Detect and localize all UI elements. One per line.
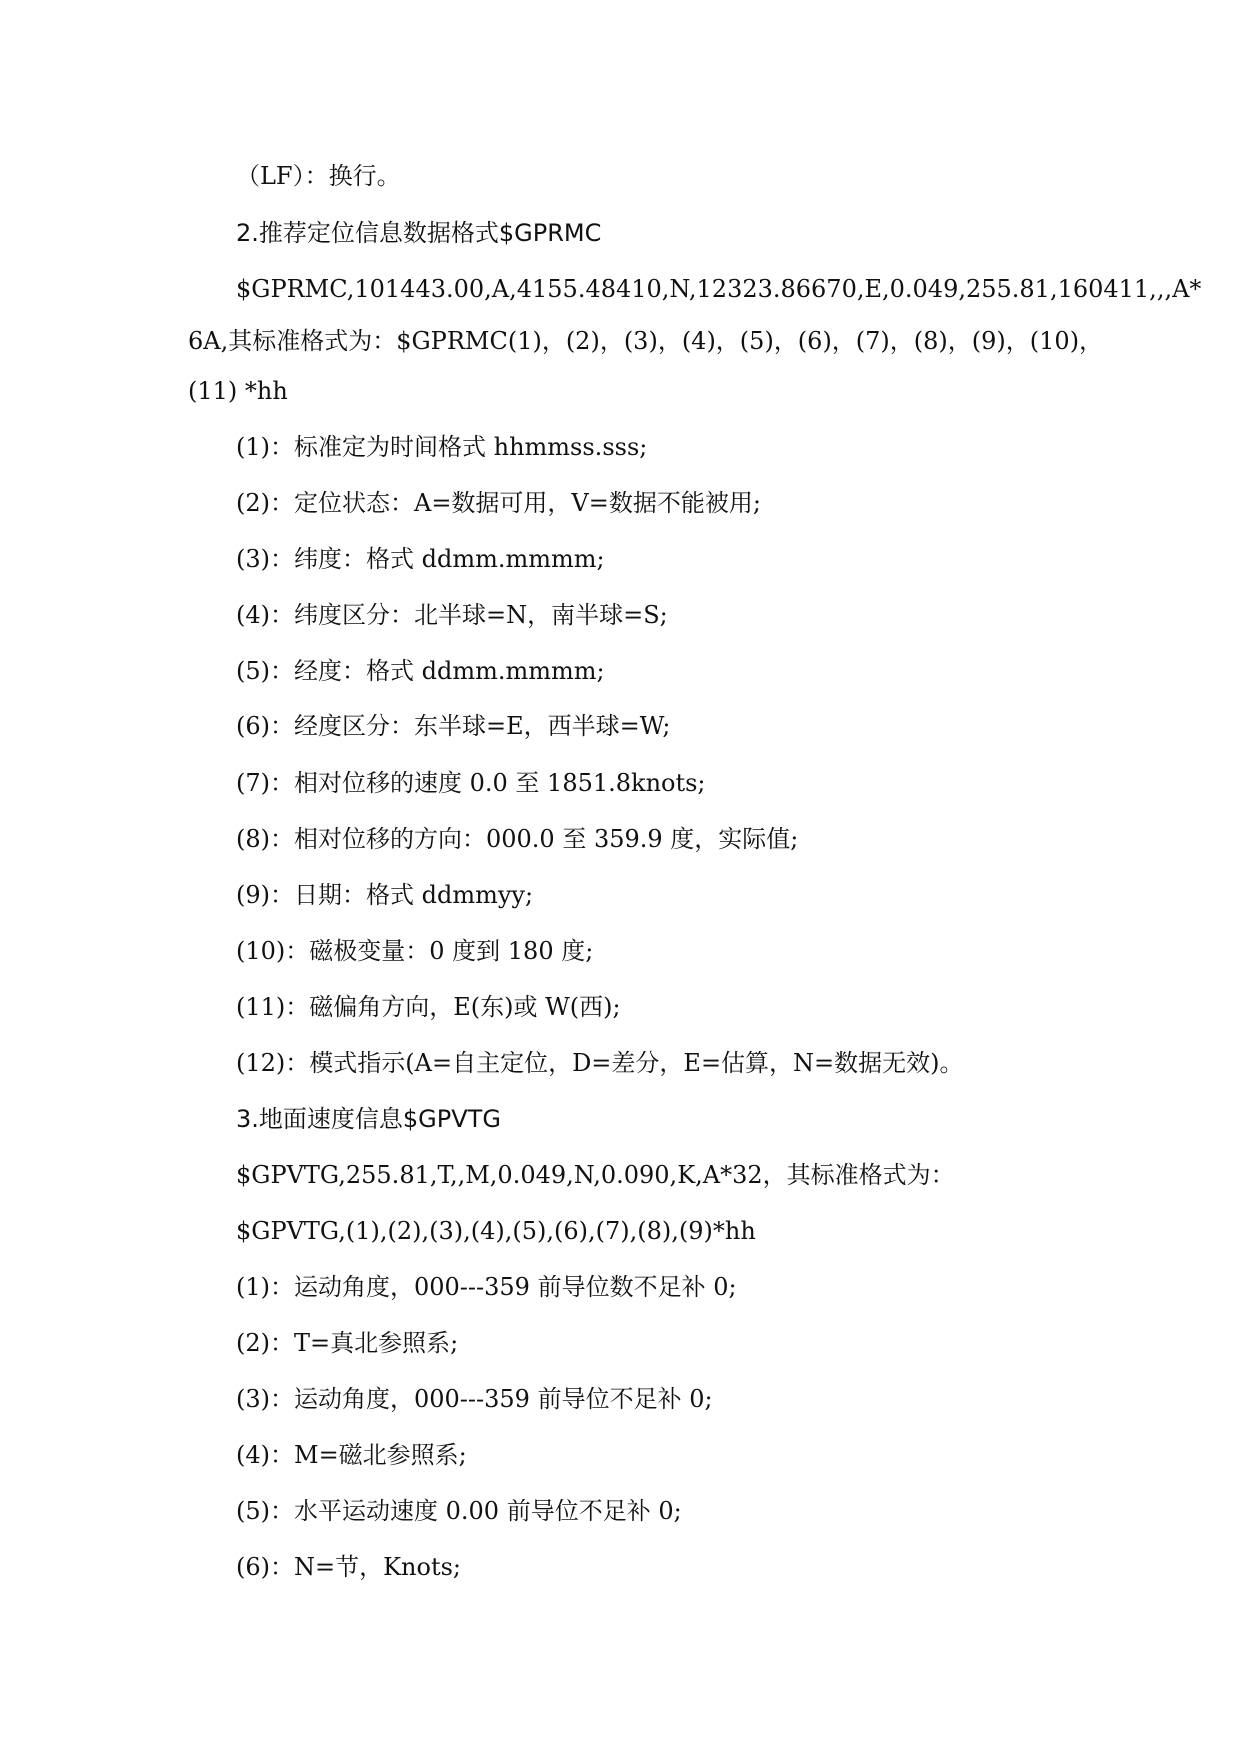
list-item: (5)：水平运动速度 0.00 前导位不足补 0; xyxy=(236,1497,682,1525)
text-line: （LF）：换行。 xyxy=(236,162,401,190)
list-item: (12)：模式指示(A=自主定位，D=差分，E=估算，N=数据无效)。 xyxy=(236,1049,964,1077)
text-line: $GPVTG,255.81,T,,M,0.049,N,0.090,K,A*32，其标准格式为： xyxy=(236,1161,955,1189)
list-item: (2)：定位状态：A=数据可用，V=数据不能被用; xyxy=(236,489,761,517)
text-line: $GPRMC,101443.00,A,4155.48410,N,12323.86670,E,0.049,255.81,160411,,,A* xyxy=(236,275,1202,303)
list-item: (9)：日期：格式 ddmmyy; xyxy=(236,881,534,909)
list-item: (6)：N=节，Knots; xyxy=(236,1553,461,1581)
section-heading: 3.地面速度信息$GPVTG xyxy=(236,1105,501,1133)
list-item: (8)：相对位移的方向：000.0 至 359.9 度，实际值; xyxy=(236,825,799,853)
list-item: (7)：相对位移的速度 0.0 至 1851.8knots; xyxy=(236,769,706,797)
list-item: (3)：运动角度，000---359 前导位不足补 0; xyxy=(236,1385,713,1413)
list-item: (2)：T=真北参照系; xyxy=(236,1329,459,1357)
list-item: (3)：纬度：格式 ddmm.mmmm; xyxy=(236,545,605,573)
text-line: 6A,其标准格式为：$GPRMC(1)，(2)，(3)，(4)，(5)，(6)，(7)，(8)，(9)，(10)， xyxy=(188,327,1104,355)
list-item: (10)：磁极变量：0 度到 180 度; xyxy=(236,937,594,965)
list-item: (6)：经度区分：东半球=E，西半球=W; xyxy=(236,712,671,740)
list-item: (4)：M=磁北参照系; xyxy=(236,1441,467,1469)
text-line: $GPVTG,(1),(2),(3),(4),(5),(6),(7),(8),(9)*hh xyxy=(236,1217,756,1245)
list-item: (1)：标准定为时间格式 hhmmss.sss; xyxy=(236,433,648,461)
text-line: (11) *hh xyxy=(188,377,288,405)
list-item: (11)：磁偏角方向，E(东)或 W(西); xyxy=(236,993,621,1021)
list-item: (5)：经度：格式 ddmm.mmmm; xyxy=(236,657,605,685)
list-item: (1)：运动角度，000---359 前导位数不足补 0; xyxy=(236,1273,737,1301)
list-item: (4)：纬度区分：北半球=N，南半球=S; xyxy=(236,601,668,629)
section-heading: 2.推荐定位信息数据格式$GPRMC xyxy=(236,219,602,247)
